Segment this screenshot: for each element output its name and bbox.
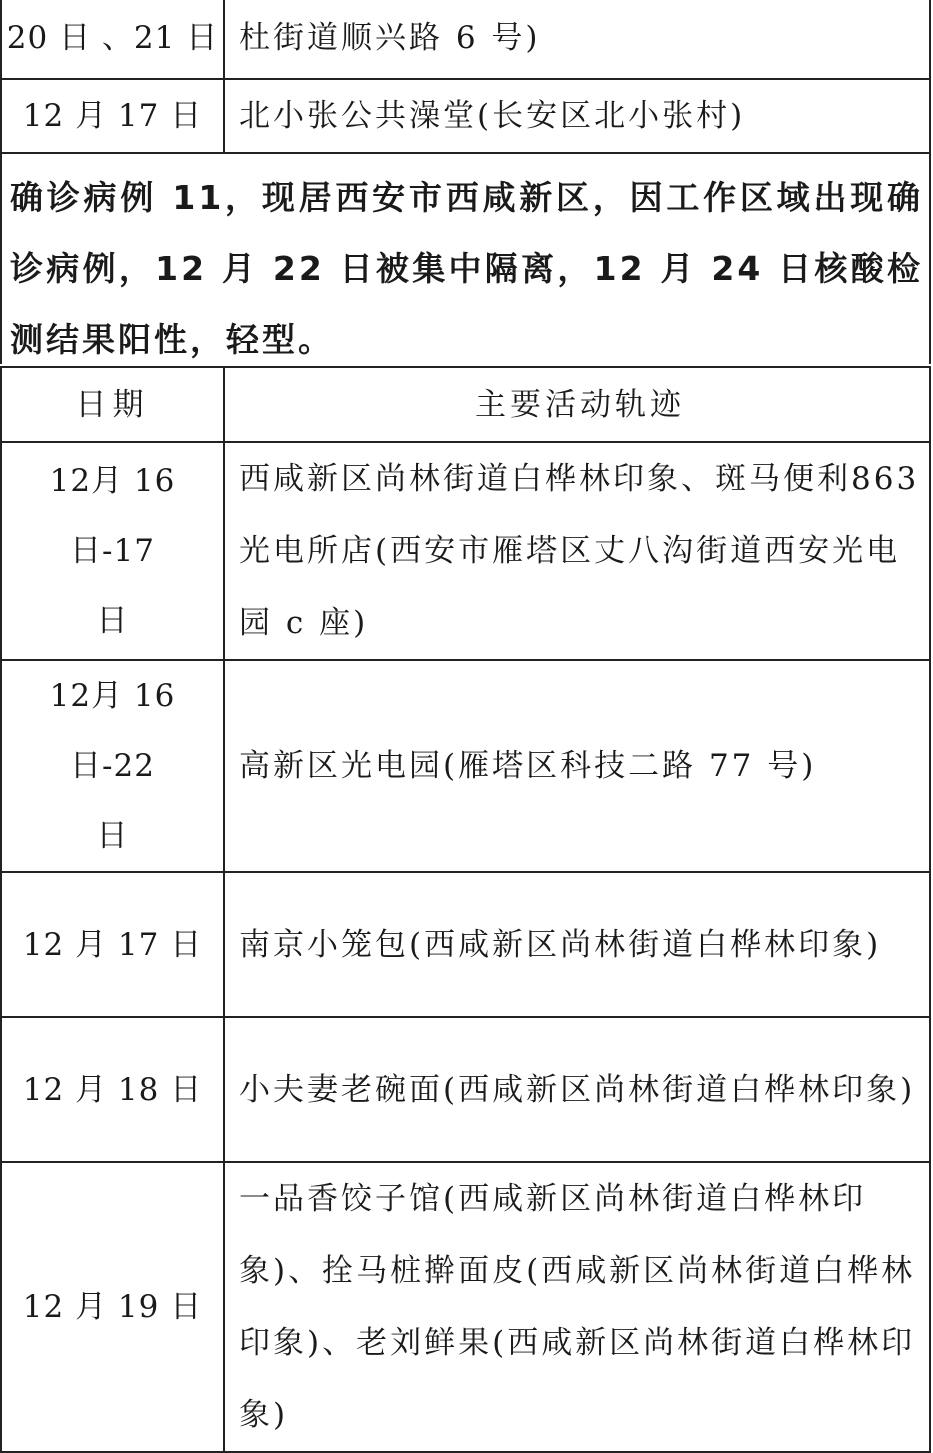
location-cell xyxy=(224,1017,930,1162)
itinerary-table xyxy=(0,366,931,1453)
table-row xyxy=(1,1162,930,1452)
date-line: 日 xyxy=(96,818,129,854)
location-text: 西咸新区尚林街道白桦林印象、斑马便利863 光电所店(西安市雁塔区丈八沟街道西安光电园 c 座) xyxy=(239,461,920,641)
table-row xyxy=(1,1017,930,1162)
case-description: 确诊病例 11，现居西安市西咸新区，因工作区域出现确诊病例，12 月 22 日被集中隔离，12 月 24 日核酸检测结果阳性，轻型。 xyxy=(0,152,931,364)
date-cell: 12 月 17 日 xyxy=(1,79,224,153)
date-cell: 20 日 、21 日 xyxy=(1,0,224,79)
location-cell xyxy=(224,660,930,872)
table-row xyxy=(1,442,930,660)
table-row xyxy=(1,660,930,872)
date-cell: 12 月 17 日 xyxy=(1,872,224,1017)
table-row xyxy=(1,79,930,153)
location-cell xyxy=(224,872,930,1017)
header-date: 日期 xyxy=(1,367,224,442)
location-cell xyxy=(224,1162,930,1452)
table-row xyxy=(1,0,930,79)
date-cell xyxy=(1,442,224,660)
location-text: 南京小笼包(西咸新区尚林街道白桦林印象) xyxy=(239,926,882,963)
location-cell: 杜街道顺兴路 6 号) xyxy=(224,0,930,79)
table-row xyxy=(1,872,930,1017)
date-cell: 12 月 19 日 xyxy=(1,1162,224,1452)
table-header-row xyxy=(1,367,930,442)
location-text: 一品香饺子馆(西咸新区尚林街道白桦林印象)、拴马桩擀面皮(西咸新区尚林街道白桦林印象)、老刘鲜果(西咸新区尚林街道白桦林印象) xyxy=(239,1181,916,1433)
date-line: 12月 16 日-17 xyxy=(49,463,176,569)
date-line: 12月 16 日-22 xyxy=(49,678,176,784)
date-line: 日 xyxy=(96,603,129,639)
date-cell: 12 月 18 日 xyxy=(1,1017,224,1162)
location-cell: 北小张公共澡堂(长安区北小张村) xyxy=(224,79,930,153)
location-text: 高新区光电园(雁塔区科技二路 77 号) xyxy=(239,748,817,784)
previous-case-table xyxy=(0,0,931,154)
date-cell xyxy=(1,660,224,872)
location-text: 小夫妻老碗面(西咸新区尚林街道白桦林印象) xyxy=(239,1071,916,1108)
location-cell xyxy=(224,442,930,660)
header-location: 主要活动轨迹 xyxy=(224,367,930,442)
